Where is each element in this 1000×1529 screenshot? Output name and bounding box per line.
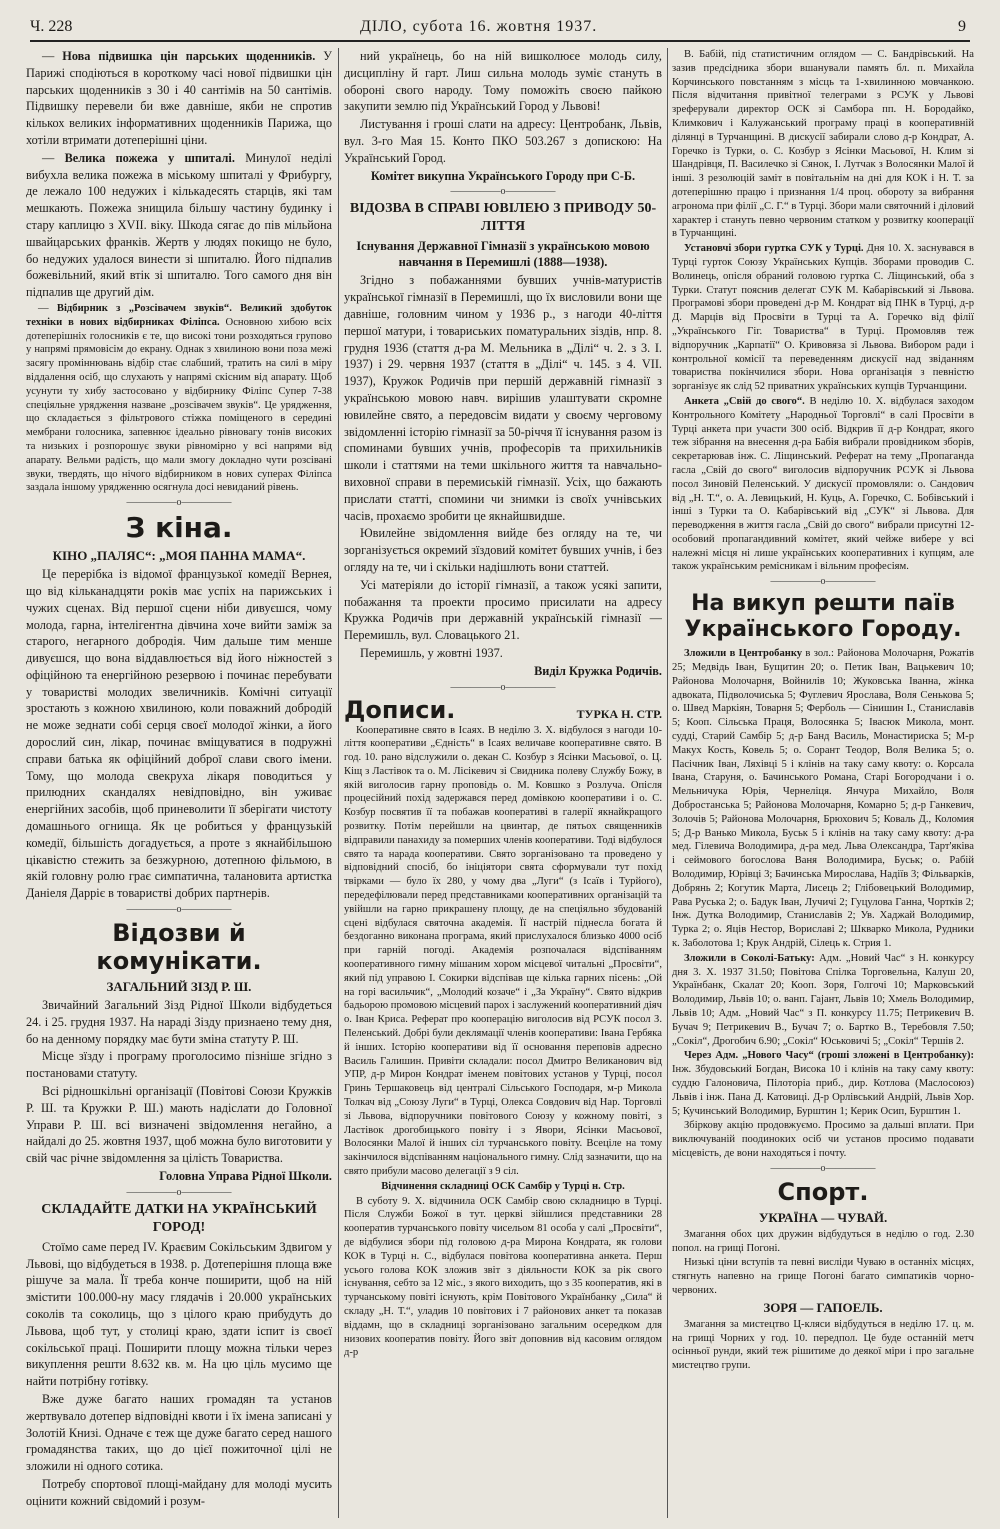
dispatch-location: ТУРКА Н. СТР. [576, 706, 662, 721]
page-header [30, 16, 970, 42]
section-heading-vykup: На викуп решти паїв Українського Городу. [684, 591, 962, 643]
article-body: Усі матеріяли до історії гімназії, а також усякі запити, побажання та проекти просимо присилати на адресу Кружка Родичів при державній українській гімназії — Перемишль, вул. Словацького 21. [344, 577, 662, 643]
article-body: ний українець, бо на ній вишколюєе молодь силу, дисципліну й гарт. Лиш сильна молодь зуміє стануть в обороні свого народу. Тому поможіть своєю пайкою закупити землю під Український Город у Львові! [344, 49, 662, 114]
article-signature: Комітет викупна Українського Городу при С-Б. [370, 168, 636, 183]
dispatch-continuation [672, 48, 974, 574]
article-body: Ювилейне звідомлення вийде без огляду на те, чи зорганізується окремий зїздовий комітет бувших учнів, і без огляду на те, чи і скільки надішлють вони статтей. [344, 526, 662, 574]
masthead: ДІЛО, субота 16. жовтня 1937. [360, 18, 598, 35]
news-body: Основною хибою всіх дотеперішніх голосників є те, що високі тони розходяться групово у напрямі прямовісім до екрану. Однак з хвилиною вони поза межі засягу проміннювань відбір стає слабший, тратить на силі в міру віддалення осіб, що слухають у напрямі скісним від апарату. Щоб усунути ту хибу застосовано у відбирнику Філіпс Супер 7-38 спеціяльне урядження назване „розсівачем звуків“. Це урядження, що складається з фільтрового стіжка поміщеного в середині мембрани голосника, запевнює ідеально рівновагу тонів високих та низьких і розпорошує звуки рівномірно у всі напрями від апарату. Вельми радість, що мали змогу докладно чути розсівані звуки, твердять, що нічого відбирником в нових суперах Філіпса заздала іншому урядженню осягнула досі невиданий рівень. [26, 316, 332, 494]
donation-group-body: в зол.: Районова Молочарня, Рожатів 25; Медвідь Іван, Бущитин 20; о. Петик Іван, Вацькевич 10; Районова Молочарня, Войнилів 10; Жуковська Іванна, жінка адвоката, Підволочиська 5; Фуглевич Ярослава, Воля Сенькова 5; о. Швед Маркіян, Товарня 5; Ферболь — Сінишин І., Станиславів 5; Кооп. Сільська Праця, Волосянка 5; Івасюк Микола, монт. судді, Старий Самбір 5; д-р Банд Василь, Монастириска 5; М-р Макух Кость, Ковель 5; о. Сорант Теодор, Воля Велика 5; о. Пасічник Іван, Ляхівці 5 і клінів на таку саму квоту: о. Корсала Івана, Старуня, о. Бачинського Романа, Старі Богородчани і о. Мельничука Юрія, Чернеліця. Янчура Михайло, Воля Добростанська 5; Районова Молочарня, Комарно 5; д-р Ганкевич, Золочів 5; Районова Молочарня, Брюхович 5; Коваль Д., Коломия 5; Д-р Ванько Микола, Буськ 5 і клінів на таку саму квоту: д-ра мед. Гілевича Володимира, д-ра мед. Льва Олександра, Тарт'яківа і сеймового богослова Ваня Володимира, Буськ; о. Рабій Володимир, Юрівці 3; Бачинська Мирослава, Надіїв 3; Фільварків, Добрянь 2; Когутик Марта, Лисець 2; Глібовецький Володимир, Рава Руська 2; о. Бадук Іван, Лучичі 2; Гуцулова Ганна, Чортків 2; Інж. Дутка Володимир, Станиславів 2; Ув. Хаджай Володимир, Турка 2; о. Яців Нестор, Вориславі 2; Шкварко Микола, Рудники к. Заболотова 1; Крук Андрій, Сілець к. Стрия 1. [672, 648, 974, 950]
article-body: Змагання за мистецтво Ц-кляси відбудуться в неділю 17. ц. м. на грищі Чорних у год. 10. передпол. Це буде останній метч осінньої рунди, який теж рішитиме до деякої міри і про загальне мистецтво групи. [672, 1318, 974, 1372]
section-heading-row [344, 696, 662, 724]
article-body: Стоїмо саме перед IV. Краєвим Сокільським Здвигом у Львові, що відбудеться в 1938. р. Дотеперішня площа вже рішуче за мала. Її треба конче поширити, щоб на ній змістити 100.000-ну масу глядачів і 20.000 українських соколів та соколиць, що з цілого краю прибудуть до Львова, щоб тут, у столиці краю, здати іспит із своєї сокільської праці. Поширити площу можна тільки через викуплення решти 8.632 кв. м. На цю ціль мусимо ще найти потрібну готівку. [26, 1239, 332, 1389]
section-separator: —————o————— [126, 497, 232, 509]
column-2 [344, 48, 662, 1518]
section-separator: —————o————— [126, 1186, 232, 1198]
column-divider [667, 48, 668, 1518]
section-separator: —————o————— [450, 681, 556, 693]
donation-group-body: Адм. „Новий Час“ з Н. конкурсу дня 3. Х. 1937 31.50; Повітова Спілка Торговельна, Калуш 20, Українбанк, Скалат 20; Кооп. Зоря, Голгочі 10; Марковський Володимир, Львів 10; о. ванп. Гаjант, Львів 10; Хмель Володимир, Львів 10; Адм. „Новий Час“ з П. конкурсу 11.75; Петрикевич В. Бучач 9; Петрикевич В., Бучач 7; о. Бартко В., Теребовля 7.50; „Сокіл“, Дрогобич 6.90; „Сокіл“ Юськовичі 5; „Сокіл“ Тершів 2. [672, 952, 974, 1047]
news-title: Нова підвишка цін парських щоденників. [62, 49, 316, 63]
section-separator: —————o————— [126, 904, 232, 916]
page-number-right: 9 [958, 18, 966, 35]
article-body: Місце зїзду і програму проголосимо пізніше згідно з постановами статуту. [26, 1049, 332, 1081]
section-separator: —————o————— [770, 576, 876, 588]
article-signature: Виділ Кружка Родичів. [534, 663, 662, 678]
news-title: Анкета „Свій до свого“. [684, 395, 805, 407]
news-title: Установчі збори гуртка СУК у Турці. [684, 243, 864, 255]
section-separator: —————o————— [770, 1162, 876, 1174]
section-heading-kino: З кіна. [125, 511, 233, 545]
news-body: Дня 10. Х. заснувався в Турці гурток Союзу Українських Купців. Зборами проводив С. Волинець, опісля обраний головою гуртка С. Ліщинський, оба з Турки. Статут пояснив делегат СУК М. Кабарівський зі Львова. Програмові збори проведені д-р М. Кондрат від ПНК в Турці, д-р Д. Марців від Просвіти в Турці та А. Горечко від філії „Українського Гіг. Товариства“ в Турці. Промовляв теж відпоручник „Карпатії“ О. Кривовяза зі Львова. Вибором ради і контрольної комісії та переведенням дискусії над звіданням товариства покінчилися збори. Нова організація з певністю зорганізує як слід 52 приватних українських купців Турчанщини. [672, 243, 974, 393]
donations-list [672, 647, 974, 1160]
section-separator: —————o————— [450, 186, 556, 198]
article-subheading: ЗОРЯ — ГАПОЕЛЬ. [763, 1299, 883, 1315]
article-body: Вже дуже багато наших громадян та установ жертвувало дотепер відповідні квоти і їх імена записані у Золотій Книзі. Одначе є теж ще дуже багато серед нашого громадянства таких, що до цієї пожиточної цілі не зложили ні одного сотика. [26, 1391, 332, 1474]
article-body: Листування і гроші слати на адресу: Центробанк, Львів, вул. 3-го Мая 15. Конто ПКО 503.267 з допискою: На Український Город. [344, 117, 662, 165]
sport-body [672, 1228, 974, 1298]
donation-group-title: Через Адм. „Нового Часу“ (гроші зложені в Центробанку): [684, 1050, 974, 1062]
column-1 [26, 48, 332, 1518]
article-signature: Головна Управа Рідної Школи. [159, 1169, 332, 1184]
column-3 [672, 48, 974, 1518]
article-body: Всі ріднoшкільні організації (Повітові Союзи Кружків Р. Ш. та Кружки Р. Ш.) мають надіслати до Головної Управи Р. Ш. всі визначені звідомлення негайно, а найдалі до 25. жовтня 1937, щоб можна було виготовити у свій час річне звідомлення за цілість Товариства. [26, 1084, 332, 1166]
article-subheading: УКРАЇНА — ЧУВАЙ. [758, 1209, 888, 1225]
news-item: — Нова підвишка цін парських щоденників. У Парижі сподіються в короткому часі нової підвишки цін парських щоденників з 30 і 40 сантімів на 50 сантімів. Підвишку перевели би вже давніше, якби не спротив кількох великих інформативних щоденників Парижа, що хотіли втримати дотеперішні ціни. [26, 49, 332, 147]
article-body: Звичайний Загальний Зізд Рідної Школи відбудеться 24. і 25. грудня 1937. На нараді Зізду признаено тему дня, бо на денному порядку має бути зміна статуту Р. Ш. [26, 998, 332, 1046]
donation-group-body: Інж. Збудовський Богдан, Висока 10 і клінів на таку саму квоту: суддю Галоновича, Пілоторіа приб., дир. Котлова (Маслосоюз) Львів і інж. Пана Д. Катовиці. Д-р Орлівський Андрій, Львів Хор. 5; Кучинський Володимир, Бурштин 1; Керик Осип, Бурштин 1. [672, 1064, 974, 1117]
article-heading-datky: СКЛАДАЙТЕ ДАТКИ НА УКРАЇНСЬКИЙ ГОРОД! [41, 1201, 317, 1235]
section-heading-sport: Спорт. [777, 1177, 869, 1206]
article-body: Низькі ціни вступів та певні вислiди Чуваю в останніх місцях, стягнуть напевно на грище Погоні багато симпатиків чорно-червоних. [672, 1257, 974, 1296]
article-subheading: Відчинення складниці ОСК Самбір у Турці н. Стр. [381, 1180, 625, 1192]
article-body: В. Бабій, під статистичним оглядом — С. Бандрівський. На зазив предсідника збори вшанували память бл. п. Михайла Корчинського повстанням з місць та 1-хвилинною мовчанкою. Після відчитання привітної телеграми з РСУК у Львові зреферували директор ОСК зі Самбора пп. Н. Бородайко, Климкович і Калужанський програму праці в кооперативній ділянці в Турчанщині. В дискусії забирали слово д-р Кондрат, А. Горечко із Турки, о. С. Козбур з Ясінки Масьової, Н. Клим зі Шандрівця, П. Василечко зі Сянок, І. Лутчак з Волосянки Малої й інші. З резолюцій заміт в повітальнім на дні для КОК і Н. Т. за дотеперішню працю і признання 1/4 проц. обороту за вибрання агронома при філії „С. Г.“ в Турці. Збори мали святочний і діловий характер і стануть певно червоним статком у розвитку кооперації в Турчанщині. [672, 49, 974, 240]
donation-note: Збіркову акцію продовжуємо. Просимо за дальші вплати. При виключуваній поодиноких осіб чи установ просимо подавати місцевість, де вони находяться і почту. [672, 1120, 974, 1159]
header-rule [30, 40, 970, 42]
article-subheading: ЗАГАЛЬНИЙ ЗІЗД Р. Ш. [106, 979, 252, 995]
news-title: Відбирник з „Розсівачем звуків“. Великий здобуток техніки в нових відбирниках Філіпса. [26, 302, 332, 328]
donation-group-title: Зложили в Соколі-Батьку: [684, 952, 815, 964]
news-item: — Велика пожежа у шпиталі. Минулої неділі вибухла велика пожежа в міському шпиталі у Фрибургу, де лежало 100 недужих і кількадесять старців, які там мешкають. Пожежа знищила більшу частину будинку і стару каплицю з XVII. віку. Шкода сягає до пів мільйона швайцарських франків. Жертв у людях покищо не було, бо недужих удалося винести зі шпиталю. Його підпалив божевільний, який втік зі шпиталю. Того самого дня він підпалив ще другий дім. [26, 150, 332, 300]
section-heading-dopysky: Дописи. [344, 695, 456, 724]
article-heading-jubilee: ВІДОЗВА В СПРАВІ ЮВІЛЕЮ З ПРИВОДУ 50-ЛІТТЯ [349, 201, 657, 235]
news-body: Минулої неділі вибухла велика пожежа в міському шпиталі у Фрибургу, де лежало 100 недужих і кількадесять старців, які там мешкають. Пожежа знищила більшу частину будинку і стару каплицю з XVII. віку. Шкода сягає до пів мільйона швайцарських франків. Жертв у людях покищо не було, бо недужих удалося винести зі шпиталю. Його підпалив божевільний, який втік зі шпиталю. Того самого дня він підпалив ще другий дім. [26, 150, 332, 300]
article-dateline: Перемишль, у жовтні 1937. [360, 645, 503, 660]
news-body: В неділю 10. Х. відбулася заходом Контрольного Комітету „Народньої Торговлі“ в салі Просвіти в Турці анкета при участи 300 осіб. Відкрив її д-р Кондрат, якого теж зібрання на внесення д-ра Бабія вибрали провідником зборів, секретарював інж. С. Ліщинський. Реферат на тему „Пропаганда гасла „Свій до свого“ виголосив відпоручник РСУК зі Львова посол Зиновій Пеленський. У дискусії промовляли: о. Сандович від „Н. Т.“, о. А. Левицький, Н. Куць, А. Горечко, С. Бобівський і інші з Турки та О. Кабарівський від „СУК“ зі Львова. Для переводження в життя гасла „Свій до свого“ вибрали присутні 12-особовий пропагандивний комітет, який чейже вибере у всі належні місця ні лише українських кооперативних і купцям, але також українським ремісникам і вільним професіям. [672, 395, 974, 573]
page-number-left: Ч. 228 [30, 18, 73, 35]
article-body: Змагання обох цих дружин відбудуться в неділю о год. 2.30 попол. на грищі Погоні. [672, 1228, 974, 1254]
article-body: Кооперативне свято в Ісаях. В неділю 3. Х. відбулося з нагоди 10-ліття кооперативи „Єдність“ в Ісаях величаве кооперативне свято. В год. 10. рано відслужили о. декан С. Козбур з Ясінки Масьової, о. Ц. Кіщ з Ластівок та о. М. Лісікевич зі Свидника полеву Службу Божу, в якій виголосив гарну проповідь о. М. Ковшко з Розлуча. Опісля процесійний похід задержався перед домівкою кооперативи і о. С. Козбур посвятив її та побажав кооперативі в галерії якнайкращого розвитку. Потім перейшли на цвинтар, де пятьох священників відправили панахиду за померших членів кооперативи. Тоді відбулося свято та нарада кооперативи. Свято зорганізовано та проведено у відповідний спосіб, бо ініціятори свята сформували тут похід твірками — було їх 280, у чому два „Луги“ (з Ісаїв і Турйого), передефілювали перед представниками кооперативних організацій та увійшли на гарно прикрашену площу, де на спеціяльно збудованій сцені відбулася святочна академія. Її настрій піднесла богата й бездоганно виконана програма, який прислухалося близько 4000 осіб при гарній погоді. Академія розпочалася відспіванням кооперативного гимну мішаним хором місцевої читальні „Просвіти“, який під управою І. Сокирки відспівав ще кілька гарних пісень: „Ой на горі васильчик“, „Молодий козаче“ і „За Україну“. Свято відкрив бадьорою промовою місцевий парох і заслужений кооперативний діяч о. Іван Криса. Реферат про кооперацію виголосив від РСУК посол З. Пеленський. Добрі були деклямації членів кооперативи: Івана Гербяка й інших. Історію кооперативи від її основання переповів адрeсно Василь Галишин. Привіти складали: посол Дмитро Великанович від УПР, д-р Мирон Кондрат іменем повітових установ у Турці, посол Гринь Тершаковець від централі Сільського Господаря, м-р Микола Толкач від „Союзу Луги“ в Турці, Олекса Совдович від Нар. Торговлі зі Львова, відпоручники повітового Союзу у кожному повіті, з Ластівок дрогобицького повіту і з Явори, Ясінки Масьової, Волосянки Малої й інших сіл турчанського повіту. Всеціле на тому закінчилося відспіванням національного гимну. Слід зазначити, що на свято прибули масово делегації з 9 сіл. [344, 724, 662, 1177]
donation-group-title: Зложили в Центробанку [684, 648, 803, 660]
article-body: Згідно з побажаннями бувших учнів-матуристів української гімназії в Перемишлі, що їх висловили вони ще давніше, головним чином у 1936 р., з нагоди 40-ліття першої матури, і товариських помaтуральних зіздів, нпр. 8. грудня 1936 (стаття д-ра М. Мельника в „Ділі“ ч. 2. з 3. І. 1937) і 29. червня 1937 (стаття в „Ділі“ ч. 145. з 4. VII. 1937), Кружок Родичів при першій державній гімназії з українською мовою навч. вирішив улаштувати скромне ювилейне свято, а передовсім видати у своєму черговому звідомленні історію гімназії за 50-річчя її існування разом із споминами бувших учнів, професорів та прихильників школи і статтями на теми шкільного життя та навчально-виховної справи в перемиській гімназії. Усіх, що бажають прислати статті, спомини чи знимки із своїх учнівських часів, прохаємо зробити це якнайшвидше. [344, 273, 662, 523]
article-body: Це перерібка із відомої французької комедії Вернея, що від кільканадцяти років має успіх на парижських і чужих сценах. Від першої сцени ніби дивуєшся, чому молода, гарна, інтелігентна дівчина хоче вийти заміж за старого, негарного добродія. Чим дальше тим менше дивуєшся, що вона віддавлюється від його ніжностей з офіційною та енергійною резервою і починає перебувати у товаристві молодих звеличників. Комічні ситуації зростають з кожною хвилиною, коли поважний добродій не може зеднати собі серця своєї молодої жінки, а його дорослий син, лікар, починає вміщуватися в подружні справи батька як офіційний доброї слави свого імени. Тому, що молода свекруха лікаря поводиться у прилюдних скандалях невідповідно, він уживає енергійних засобів, щоб приневолити її зберігати чистоту домашнього огнища. Як це робиться у французькій комедії, більшість догадується, а проте з якнайбільшою цікавістю стежить за безжурною, дотепною фільмою, в якій головну ролю грає симпатична, талановита артистка Даніеля Дарріє в товаристві добрих партнерів. [26, 567, 332, 901]
article-body: Потребу спортової площі-майдану для молоді мусить оцінити кожний свідомий і розум- [26, 1476, 332, 1508]
article-body: В суботу 9. Х. відчинила ОСК Самбір свою складницю в Турці. Після Служби Божої в тут. церкві зійшлися представники 28 кооператив турчанського повіту чисельом 81 особа у салі „Просвіти“, де відбулися збори під головою д-ра Мирона Кондрата, як голови КОК в Турці н. С., відбулася повітова кооперативна анкета. Перш усього голова КОК зложив звіт з діяльности КОК за рік свого існування, себто за 12 міс., з якого виходить, що з 35 кооператив, які в турчанському повіті існують, крім Повітового Українбанку „Сила“ й складу „Н. Т.“, уладив 10 повітових і 7 районових анкет та показав віддамн, що в складниці зорганізовано загальним осередком для низових кооператив повіту. Його звіт доповнив від касовим оглядом д-р [344, 1195, 662, 1359]
section-heading-vidozvy: Відозви й комунікати. [96, 919, 262, 976]
advertorial: — Відбирник з „Розсівачем звуків“. Великий здобуток техніки в нових відбирниках Філіпса. Основною хибою всіх дотеперішніх голосників є те, що високі тони розходяться групово у напрямі прямовісім до екрану. Однак з хвилиною вони поза межі засягу проміннювань відбір стає слабший, тратить на силі в міру віддалення осіб, що слухають у напрямі скісним від апарату. Щоб усунути ту хибу застосовано у відбирнику Філіпс Супер 7-38 спеціяльне урядження назване „розсівачем звуків“. Це урядження, що складається з фільтрового стіжка поміщеного в середині мембрани голосника, запевнює ідеально рівновагу тонів високих та низьких і розпорошує звуки рівномірно у всі напрями від апарату. Вельми радість, що мали змогу докладно чути розсівані звуки, твердять, що нічого відбирником в нових суперах Філіпса заздала іншому урядженню осягнула досі невиданий рівень. [26, 302, 332, 494]
news-title: Велика пожежа у шпиталі. [64, 150, 235, 165]
news-body: У Парижі сподіються в короткому часі нової підвишки цін парських щоденників з 30 і 40 сантімів на 50 сантімів. Підвишку перевели би вже давніше, якби не спротив кількох великих інформативних щоденників Парижа, що хотіли втримати дотеперішні ціни. [26, 49, 332, 147]
sport-body [672, 1318, 974, 1373]
dispatch-body [344, 724, 662, 1361]
column-divider [338, 48, 339, 1518]
article-subheading: Існування Державної Гімназії з українською мовою навчання в Перемишлі (1888—1938). [356, 239, 650, 270]
article-subheading: КІНО „ПАЛЯС“: „МОЯ ПАННА МАМА“. [52, 548, 306, 564]
